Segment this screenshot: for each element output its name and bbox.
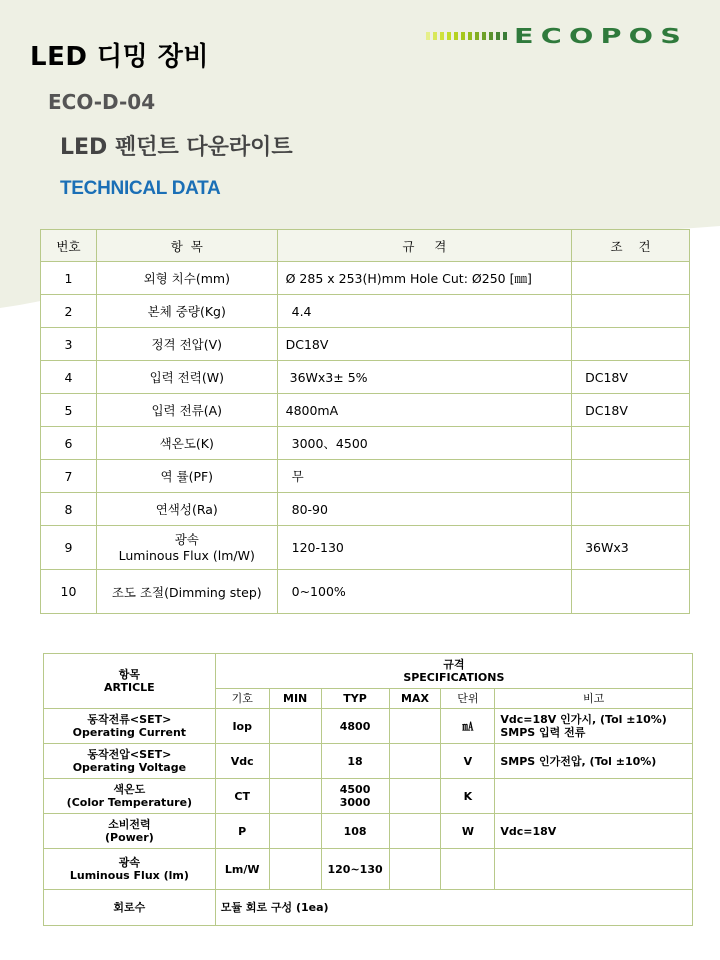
spec-header-english: SPECIFICATIONS [403, 671, 505, 684]
technical-data-table [40, 229, 690, 614]
row-note [495, 779, 693, 814]
row-spec: 80-90 [277, 493, 571, 526]
row-condition: 36Wx3 [572, 526, 690, 570]
row-note [495, 849, 693, 890]
row-typ: 4800 [321, 709, 389, 744]
row-condition [572, 493, 690, 526]
table-row [44, 814, 693, 849]
row-symbol: Vdc [215, 744, 269, 779]
row-spec: Ø 285 x 253(H)mm Hole Cut: Ø250 [㎜] [277, 262, 571, 295]
row-unit: W [441, 814, 495, 849]
svg-text:ECOPOS: ECOPOS [514, 26, 688, 46]
row-max [389, 709, 441, 744]
table-row [41, 570, 690, 614]
row-number: 8 [41, 493, 97, 526]
row-max [389, 814, 441, 849]
subheader-typ: TYP [321, 689, 389, 709]
row-max [389, 849, 441, 890]
row-note-line1: Vdc=18V 인가시, (Tol ±10%) [500, 713, 667, 726]
row-article-english: (Power) [105, 831, 154, 844]
table-row [44, 849, 693, 890]
row-unit: V [441, 744, 495, 779]
row-item-english: Luminous Flux (lm/W) [118, 547, 255, 563]
row-symbol: P [215, 814, 269, 849]
subheader-unit: 단위 [441, 689, 495, 709]
row-number: 9 [41, 526, 97, 570]
row-item: 본체 중량(Kg) [96, 295, 277, 328]
row-number: 6 [41, 427, 97, 460]
spec-header-korean: 규격 [443, 658, 465, 671]
row-number: 5 [41, 394, 97, 427]
row-number: 10 [41, 570, 97, 614]
table-row [44, 779, 693, 814]
row-min [269, 744, 321, 779]
row-typ [321, 779, 389, 814]
table-row [44, 890, 693, 926]
row-article [44, 849, 216, 890]
row-number: 2 [41, 295, 97, 328]
row-typ-line2: 3000 [339, 796, 371, 809]
logo-bars [426, 32, 507, 40]
row-item: 정격 전압(V) [96, 328, 277, 361]
subheader-note: 비고 [495, 689, 693, 709]
col-header-condition: 조 건 [572, 230, 690, 262]
spec-header [215, 654, 692, 689]
table-row [44, 744, 693, 779]
row-number: 1 [41, 262, 97, 295]
row-condition [572, 295, 690, 328]
row-note: SMPS 인가전압, (Tol ±10%) [495, 744, 693, 779]
article-header-korean: 항목 [118, 668, 140, 681]
row-unit [441, 849, 495, 890]
article-header [44, 654, 216, 709]
row-article-korean: 색온도 [113, 783, 146, 796]
row-article-korean: 동작전압<SET> [87, 748, 172, 761]
row-symbol: CT [215, 779, 269, 814]
spec-header-row [44, 654, 693, 689]
row-max [389, 779, 441, 814]
row-condition [572, 427, 690, 460]
row-spec: 0~100% [277, 570, 571, 614]
subheader-min: MIN [269, 689, 321, 709]
row-article-english: Operating Voltage [72, 761, 187, 774]
table-row [41, 427, 690, 460]
row-article-korean: 소비전력 [108, 818, 151, 831]
row-condition [572, 328, 690, 361]
row-unit: ㎃ [441, 709, 495, 744]
row-note-line2: SMPS 입력 전류 [500, 726, 586, 739]
row-note [495, 709, 693, 744]
subheader-max: MAX [389, 689, 441, 709]
row-note: Vdc=18V [495, 814, 693, 849]
row-item: 색온도(K) [96, 427, 277, 460]
row-item: 입력 전류(A) [96, 394, 277, 427]
row-spec: 3000、4500 [277, 427, 571, 460]
row-typ: 108 [321, 814, 389, 849]
row-condition: DC18V [572, 394, 690, 427]
col-header-number: 번호 [41, 230, 97, 262]
row-condition [572, 262, 690, 295]
row-article [44, 814, 216, 849]
row-symbol: Iop [215, 709, 269, 744]
article-header-english: ARTICLE [104, 681, 155, 694]
row-min [269, 709, 321, 744]
table-header-row [41, 230, 690, 262]
row-symbol: Lm/W [215, 849, 269, 890]
col-header-item: 항 목 [96, 230, 277, 262]
specifications-table [43, 653, 693, 926]
row-item: 역 률(PF) [96, 460, 277, 493]
table-row [41, 493, 690, 526]
row-article-korean: 광속 [118, 856, 140, 869]
product-name: LED 펜던트 다운라이트 [60, 135, 293, 160]
row-article-english: Operating Current [72, 726, 187, 739]
table-row [41, 295, 690, 328]
table-row [41, 262, 690, 295]
row-article [44, 779, 216, 814]
col-header-spec: 규 격 [277, 230, 571, 262]
row-typ: 18 [321, 744, 389, 779]
page-title: LED 디밍 장비 [30, 42, 209, 72]
row-min [269, 814, 321, 849]
table-row [41, 328, 690, 361]
row-min [269, 849, 321, 890]
row-number: 7 [41, 460, 97, 493]
row-spec: DC18V [277, 328, 571, 361]
row-spec: 4.4 [277, 295, 571, 328]
table-row [41, 526, 690, 570]
row-min [269, 779, 321, 814]
model-number: ECO-D-04 [48, 90, 156, 114]
row-condition [572, 460, 690, 493]
row-article-korean: 동작전류<SET> [87, 713, 172, 726]
row-condition [572, 570, 690, 614]
row-article-english: Luminous Flux (lm) [69, 869, 189, 882]
row-item: 외형 치수(mm) [96, 262, 277, 295]
ecopos-logo [426, 26, 690, 46]
table-row [41, 460, 690, 493]
row-spec: 36Wx3± 5% [277, 361, 571, 394]
row-article [44, 709, 216, 744]
row-typ-line1: 4500 [339, 783, 371, 796]
subheader-symbol: 기호 [215, 689, 269, 709]
table-row [41, 394, 690, 427]
row-max [389, 744, 441, 779]
row-item-korean: 광속 [174, 531, 199, 547]
row-number: 3 [41, 328, 97, 361]
section-title: TECHNICAL DATA [60, 178, 221, 199]
row-spec: 120-130 [277, 526, 571, 570]
row-item [96, 526, 277, 570]
row-item: 조도 조절(Dimming step) [96, 570, 277, 614]
row-article [44, 744, 216, 779]
row-article-english: (Color Temperature) [66, 796, 193, 809]
row-item: 연색성(Ra) [96, 493, 277, 526]
row-condition: DC18V [572, 361, 690, 394]
row-item: 입력 전력(W) [96, 361, 277, 394]
row-spec: 무 [277, 460, 571, 493]
row-unit: K [441, 779, 495, 814]
table-row [44, 709, 693, 744]
row-typ: 120~130 [321, 849, 389, 890]
circuit-label: 회로수 [44, 890, 216, 926]
circuit-value: 모듈 회로 구성 (1ea) [215, 890, 692, 926]
table-row [41, 361, 690, 394]
row-spec: 4800mA [277, 394, 571, 427]
row-number: 4 [41, 361, 97, 394]
